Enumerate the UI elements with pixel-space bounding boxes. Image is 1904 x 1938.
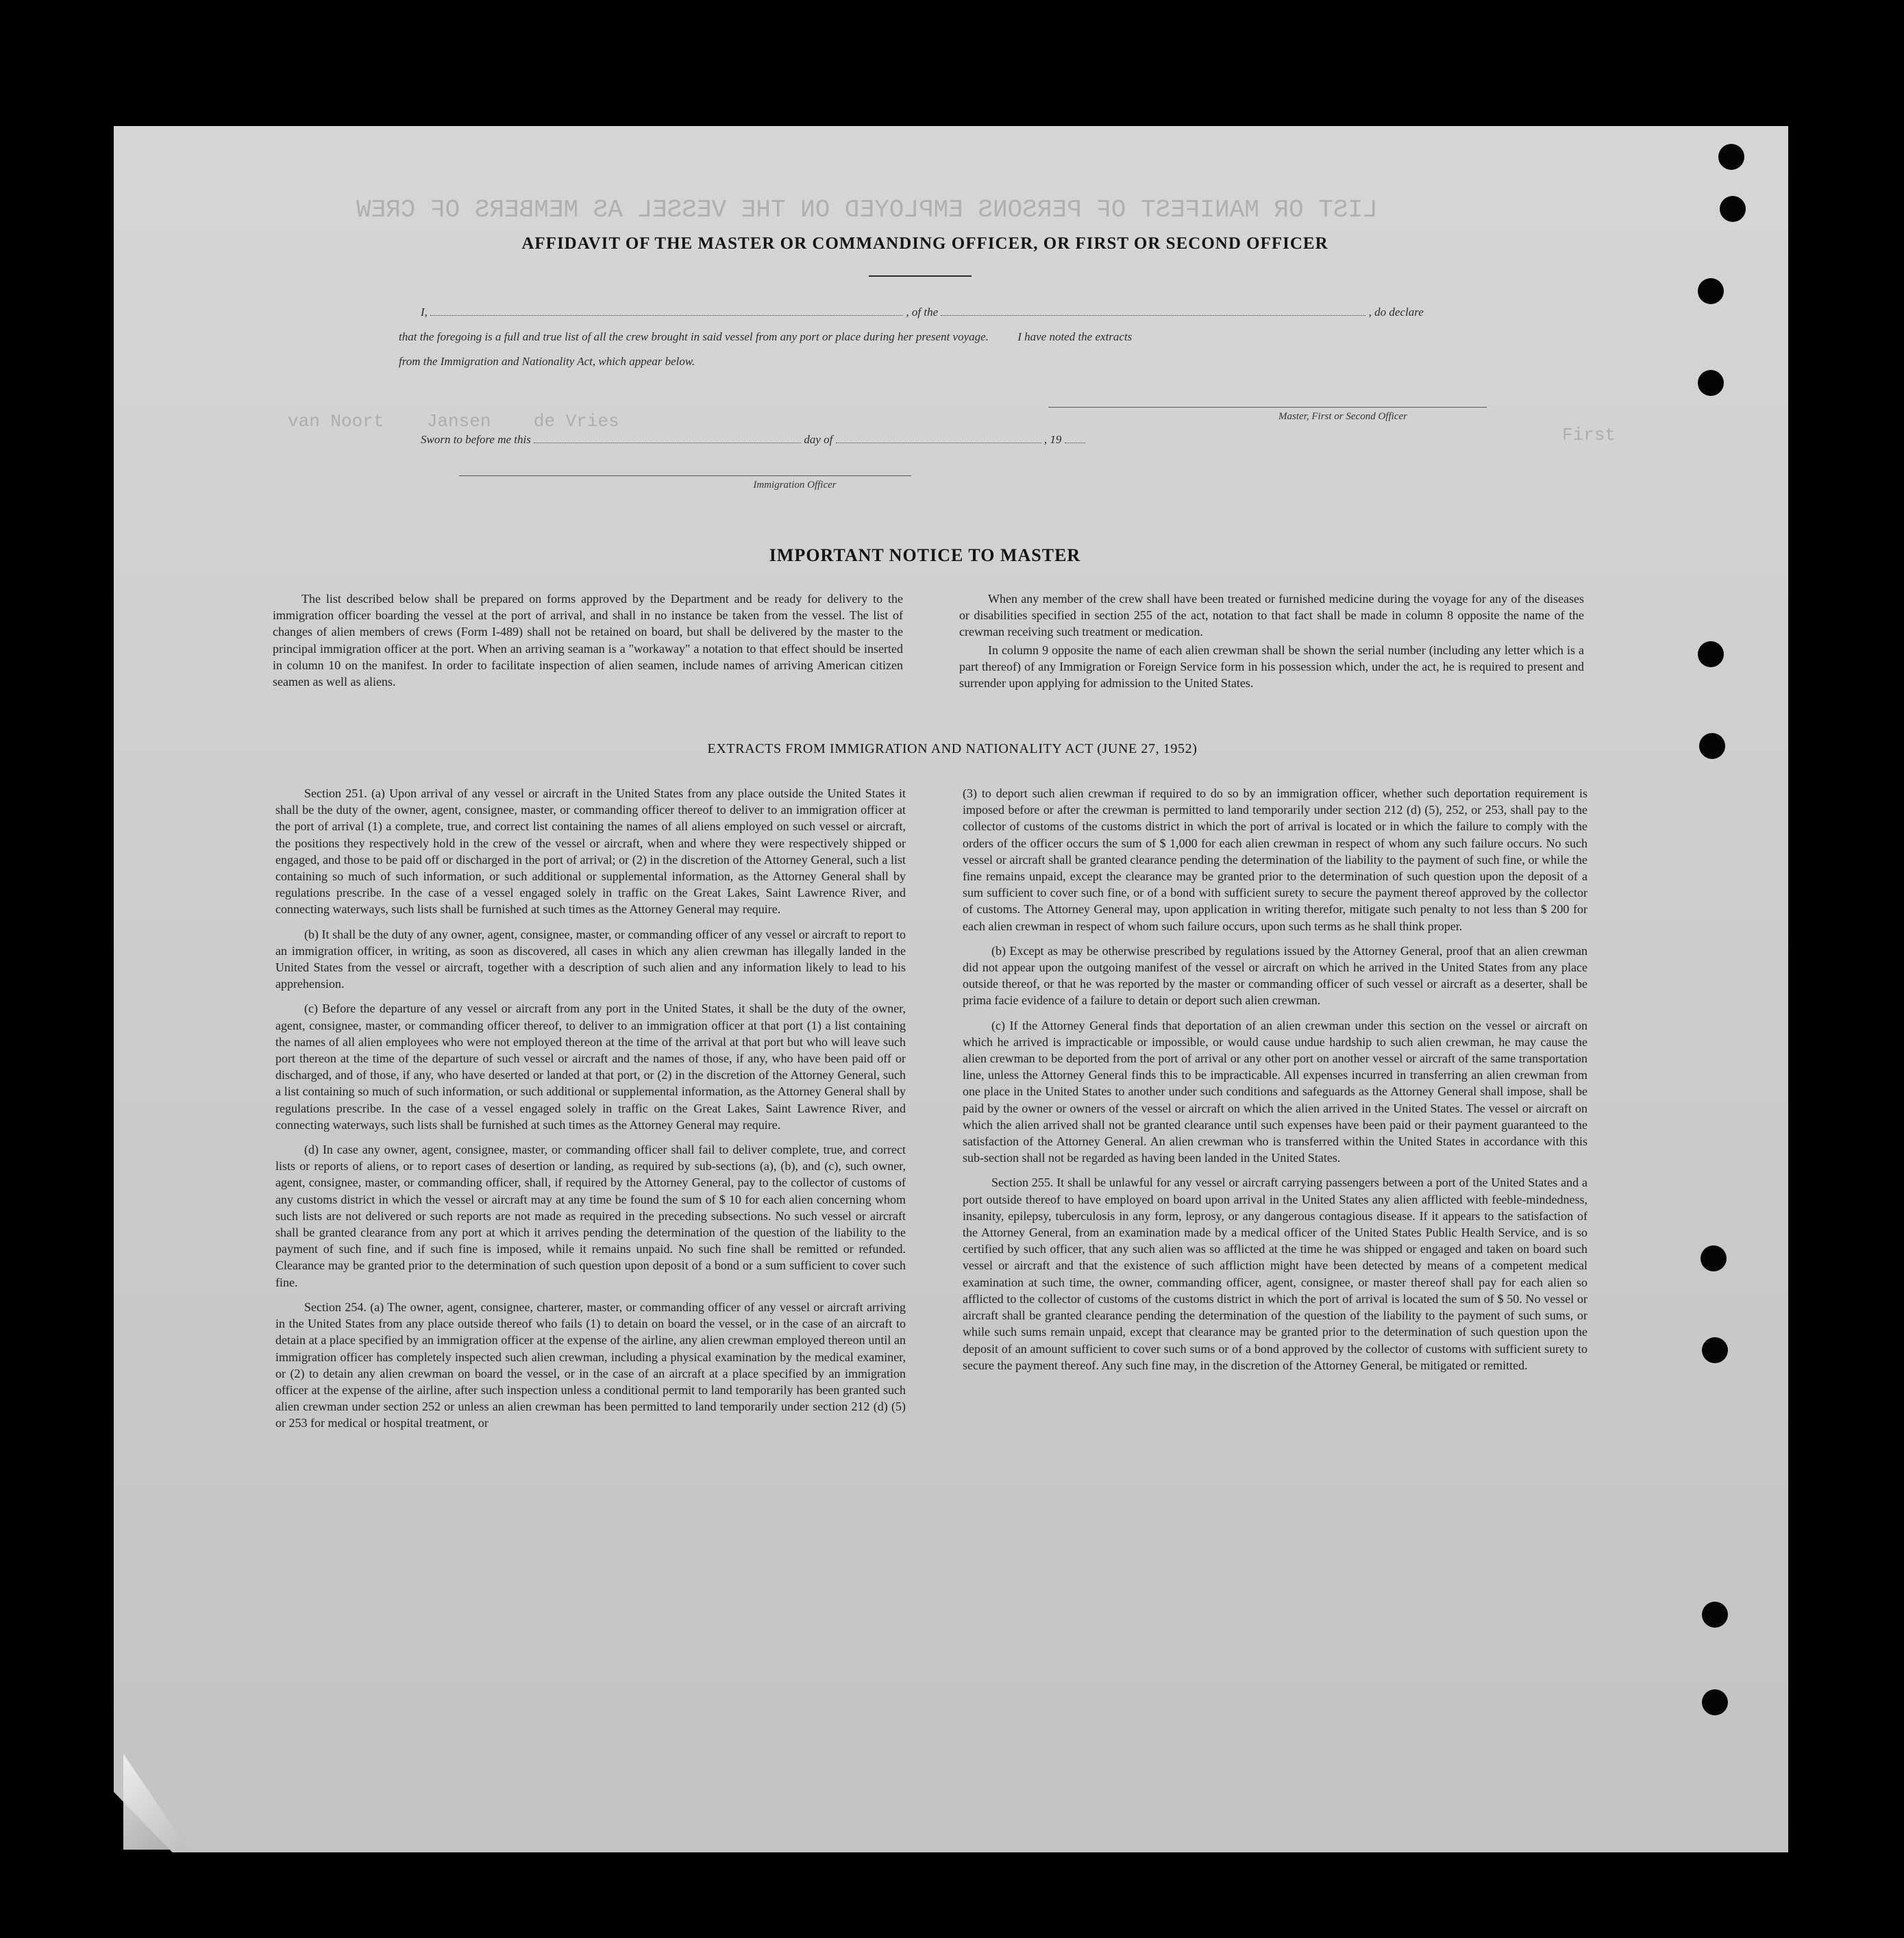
section-251-c: (c) Before the departure of any vessel or aircraft from any port in the United States, it shall be the duty of the owner, agent, consignee, master, or commanding officer thereof, to deliver to an immigration officer at that port (1) a list containing the names of all alien employees who were not employed thereon at the time of the arrival at that port but who will leave such port thereon at the time of the departure of such vessel or aircraft and the names of those, if any, who have been paid off or discharged, and of those, if any, who have deserted or landed at that port, or (2) in the discretion of the Attorney General, such a list containing so much of such information, or such additional or supplemental information, as the Attorney General shall by regulations prescribe. In the case of a vessel engaged solely in traffic on the Great Lakes, Saint Lawrence River, and connecting waterways, such lists shall be furnished at such times as the Attorney General may require. <box>275 1002 906 1132</box>
punch-hole <box>1701 1245 1727 1271</box>
bleed-through-text: LIST OR MANIFEST OF PERSONS EMPLOYED ON THE VESSEL AS MEMBERS OF CREW <box>356 196 1378 224</box>
punch-hole <box>1699 733 1725 759</box>
section-251-b: (b) It shall be the duty of any owner, agent, consignee, master, or commanding officer of any vessel or aircraft to report to an immigration officer, in writing, as soon as discovered, all cases in which any alien crewman has illegally landed in the United States from the vessel or aircraft, together with a description of such alien and any information likely to lead to his apprehension. <box>275 927 906 991</box>
declarant-label: I, <box>421 306 428 319</box>
immigration-officer-caption: Immigration Officer <box>753 480 837 490</box>
notice-paragraph: In column 9 opposite the name of each alien crewman shall be shown the serial number (including any letter which is a part thereof) of any Immigration or Foreign Service form in his possession which, under the act, he is required to present and surrender upon applying for admission to the United States. <box>959 643 1584 691</box>
section-254-a: Section 254. (a) The owner, agent, consignee, charterer, master, or commanding officer of any vessel or aircraft arriving in the United States from any place outside thereof who fails (1) to detain on board the vessel, or in the case of an aircraft to detain at a place specified by an immigration officer at the expense of the airline, any alien crewman employed thereon until an immigration officer has completely inspected such alien crewman, including a physical examination by the medical examiner, or (2) to detain any alien crewman on board the vessel, or in the case of an aircraft at a place specified by an immigration officer at the expense of the airline, after such inspection unless a conditional permit to land temporarily has been granted such alien crewman under section 252 or unless an alien crewman has been permitted to land temporarily under section 212 (d) (5) or 253 for medical or hospital treatment, or <box>275 1300 906 1430</box>
of-the-label: , of the <box>906 306 939 319</box>
declaration-text-2: from the Immigration and Nationality Act, which appear below. <box>399 355 695 368</box>
section-251-d: (d) In case any owner, agent, consignee, master, or commanding officer shall fail to deliver complete, true, and correct lists or reports of aliens, or to report cases of desertion or landing, as required by sub-sections (a), (b), and (c), such owner, agent, consignee, master, or commanding officer, shall, if required by the Attorney General, pay to the collector of customs of any customs district in which the vessel or aircraft may at any time be found the sum of $ 10 for each alien concerning whom such lists are not delivered or such reports are not made as required in the preceding subsections. No such vessel or aircraft shall be granted clearance from any port at which it arrives pending the determination of the question of the liability to the payment of such fine, and if such fine is imposed, while it remains unpaid. No such fine shall be remitted or refunded. Clearance may be granted prior to the determination of such question upon deposit of a bond or a sum sufficient to cover such fine. <box>275 1143 906 1289</box>
divider <box>869 275 972 277</box>
notice-paragraph: When any member of the crew shall have been treated or furnished medicine during the voyage for any of the diseases or disabilities specified in section 255 of the act, notation to that fact shall be made in column 8 opposite the name of the crewman receiving such treatment or medication. <box>959 592 1584 639</box>
declaration-line <box>421 306 1424 319</box>
declarant-name-field[interactable] <box>430 315 903 316</box>
immigration-officer-signature-line[interactable] <box>459 475 911 476</box>
notice-right-column <box>959 591 1584 699</box>
punch-hole <box>1698 641 1724 667</box>
bleed-through-text: First <box>1562 425 1616 445</box>
punch-hole <box>1702 1602 1728 1628</box>
punch-hole <box>1702 1337 1728 1363</box>
bleed-through-text: van Noort Jansen de Vries <box>288 411 619 432</box>
do-declare-label: , do declare <box>1368 306 1424 319</box>
section-251-a: Section 251. (a) Upon arrival of any vessel or aircraft in the United States from any place outside the United States it shall be the duty of the owner, agent, consignee, master, or commanding officer thereof to deliver to an immigration officer at the port of arrival (1) a complete, true, and correct list containing the names of all aliens employed on such vessel or aircraft, the positions they respectively hold in the crew of the vessel or aircraft, when and where they were respectively shipped or engaged, and those to be paid off or discharged in the port of arrival; or (2) in the discretion of the Attorney General, such a list containing so much of such information, or such additional or supplemental information, as the Attorney General shall by regulations prescribe. In the case of a vessel engaged solely in traffic on the Great Lakes, Saint Lawrence River, and connecting waterways, such lists shall be furnished at such times as the Attorney General may require. <box>275 786 906 917</box>
section-254-b: (b) Except as may be otherwise prescribed by regulations issued by the Attorney General, proof that an alien crewman did not appear upon the outgoing manifest of the vessel or aircraft on which he arrived in the United States from any place outside thereof, or that he was reported by the master or commanding officer of such vessel or aircraft as a deserter, shall be prima facie evidence of a failure to detain or deport such alien crewman. <box>963 943 1587 1008</box>
master-signature-caption: Master, First or Second Officer <box>1278 411 1407 422</box>
notice-left-column <box>273 591 903 698</box>
punch-hole <box>1720 196 1746 222</box>
extracts-right-column <box>963 785 1587 1382</box>
affidavit-title: AFFIDAVIT OF THE MASTER OR COMMANDING OFFICER, OR FIRST OR SECOND OFFICER <box>521 234 1328 253</box>
sworn-line <box>421 433 1085 447</box>
master-signature-line[interactable] <box>1048 407 1487 408</box>
declaration-text-right: I have noted the extracts <box>1017 330 1133 343</box>
vessel-name-field[interactable] <box>941 315 1365 316</box>
punch-hole <box>1702 1689 1728 1715</box>
section-254-a-continued: (3) to deport such alien crewman if required to do so by an immigration officer, whether such deportation requirement is imposed before or after the crewman is permitted to land temporarily under section 212 (d) (5), 252, or 253, shall pay to the collector of customs of the customs district in which the port of arrival is located or in which the failure to comply with the orders of the officer occurs the sum of $ 1,000 for each alien crewman in respect of whom any such failure occurs. No such vessel or aircraft shall be granted clearance pending the determination of the liability to the payment of such fine, or while the fine remains unpaid, except the clearance may be granted prior to the determination of such question upon the deposit of a sum sufficient to cover such fine, or of a bond with sufficient surety to secure the payment thereof approved by the collector of customs. The Attorney General may, upon application in writing therefor, mitigate such penalty to not less than $ 200 for each alien crewman in respect of whom such failure occurs, upon such terms as he shall think proper. <box>963 786 1587 933</box>
year-label: , 19 <box>1043 433 1062 446</box>
punch-hole <box>1698 278 1724 304</box>
extracts-left-column <box>275 785 906 1440</box>
sworn-label: Sworn to before me this <box>421 433 531 446</box>
punch-hole <box>1698 370 1724 396</box>
section-255: Section 255. It shall be unlawful for any vessel or aircraft carrying passengers between a port of the United States and a port outside thereof to have employed on board upon arrival in the United States any alien afflicted with feeble-mindedness, insanity, epilepsy, tuberculosis in any form, leprosy, or any dangerous contagious disease. If it appears to the satisfaction of the Attorney General, from an examination made by a medical officer of the United States Public Health Service, and is so certified by such officer, that any such alien was so afflicted at the time he was shipped or engaged and taken on board such vessel or aircraft and that the existence of such affliction might have been detected by means of a competent medical examination at such time, the owner, commanding officer, agent, consignee, or master thereof shall pay for each alien so afflicted to the collector of customs of the customs district in which the port of arrival is located the sum of $ 50. No vessel or aircraft shall be granted clearance pending the determination of the question of the liability to the payment of such sums, or while such sums remain unpaid, except that clearance may be granted prior to the determination of such question upon the deposit of an amount sufficient to cover such sums or of a bond approved by the collector of customs with sufficient surety to secure the payment thereof. Any such fine may, in the discretion of the Attorney General, be mitigated or remitted. <box>963 1176 1587 1372</box>
punch-hole <box>1718 144 1744 170</box>
extracts-title: EXTRACTS FROM IMMIGRATION AND NATIONALITY ACT (JUNE 27, 1952) <box>707 741 1198 756</box>
declaration-text: that the foregoing is a full and true list of all the crew brought in said vessel from any port or place during her present voyage. I have noted the extracts <box>399 330 1133 343</box>
section-254-c: (c) If the Attorney General finds that deportation of an alien crewman under this section on the vessel or aircraft on which he arrived is impracticable or impossible, or would cause undue hardship to such alien crewman, he may cause the alien crewman to be deported from the port of arrival or any other port on another vessel or aircraft of the same transportation line, unless the Attorney General finds this to be impracticable. All expenses incurred in transferring an alien crewman from one place in the United States to another under such conditions and safeguards as the Attorney General shall impose, shall be paid by the owner or owners of the vessel or aircraft on which the alien arrived in the United States. The vessel or aircraft on which the alien arrived shall not be granted clearance until such expenses have been paid or their payment guaranteed to the satisfaction of the Attorney General. An alien crewman who is transferred within the United States in accordance with this sub-section shall not be regarded as having been landed in the United States. <box>963 1018 1587 1165</box>
notice-title: IMPORTANT NOTICE TO MASTER <box>769 545 1081 565</box>
day-of-label: day of <box>804 433 833 446</box>
notice-paragraph: The list described below shall be prepared on forms approved by the Department and be ready for delivery to the immigration officer boarding the vessel at the port of arrival, and shall in no instance be taken from the vessel. The list of changes of alien members of crews (Form I-489) shall not be retained on board, but shall be delivered by the master to the principal immigration officer at the port. When an arriving seaman is a "workaway" a notation to that effect should be inserted in column 10 on the manifest. In order to facilitate inspection of alien seamen, include names of arriving American citizen seamen as well as aliens. <box>273 592 903 689</box>
